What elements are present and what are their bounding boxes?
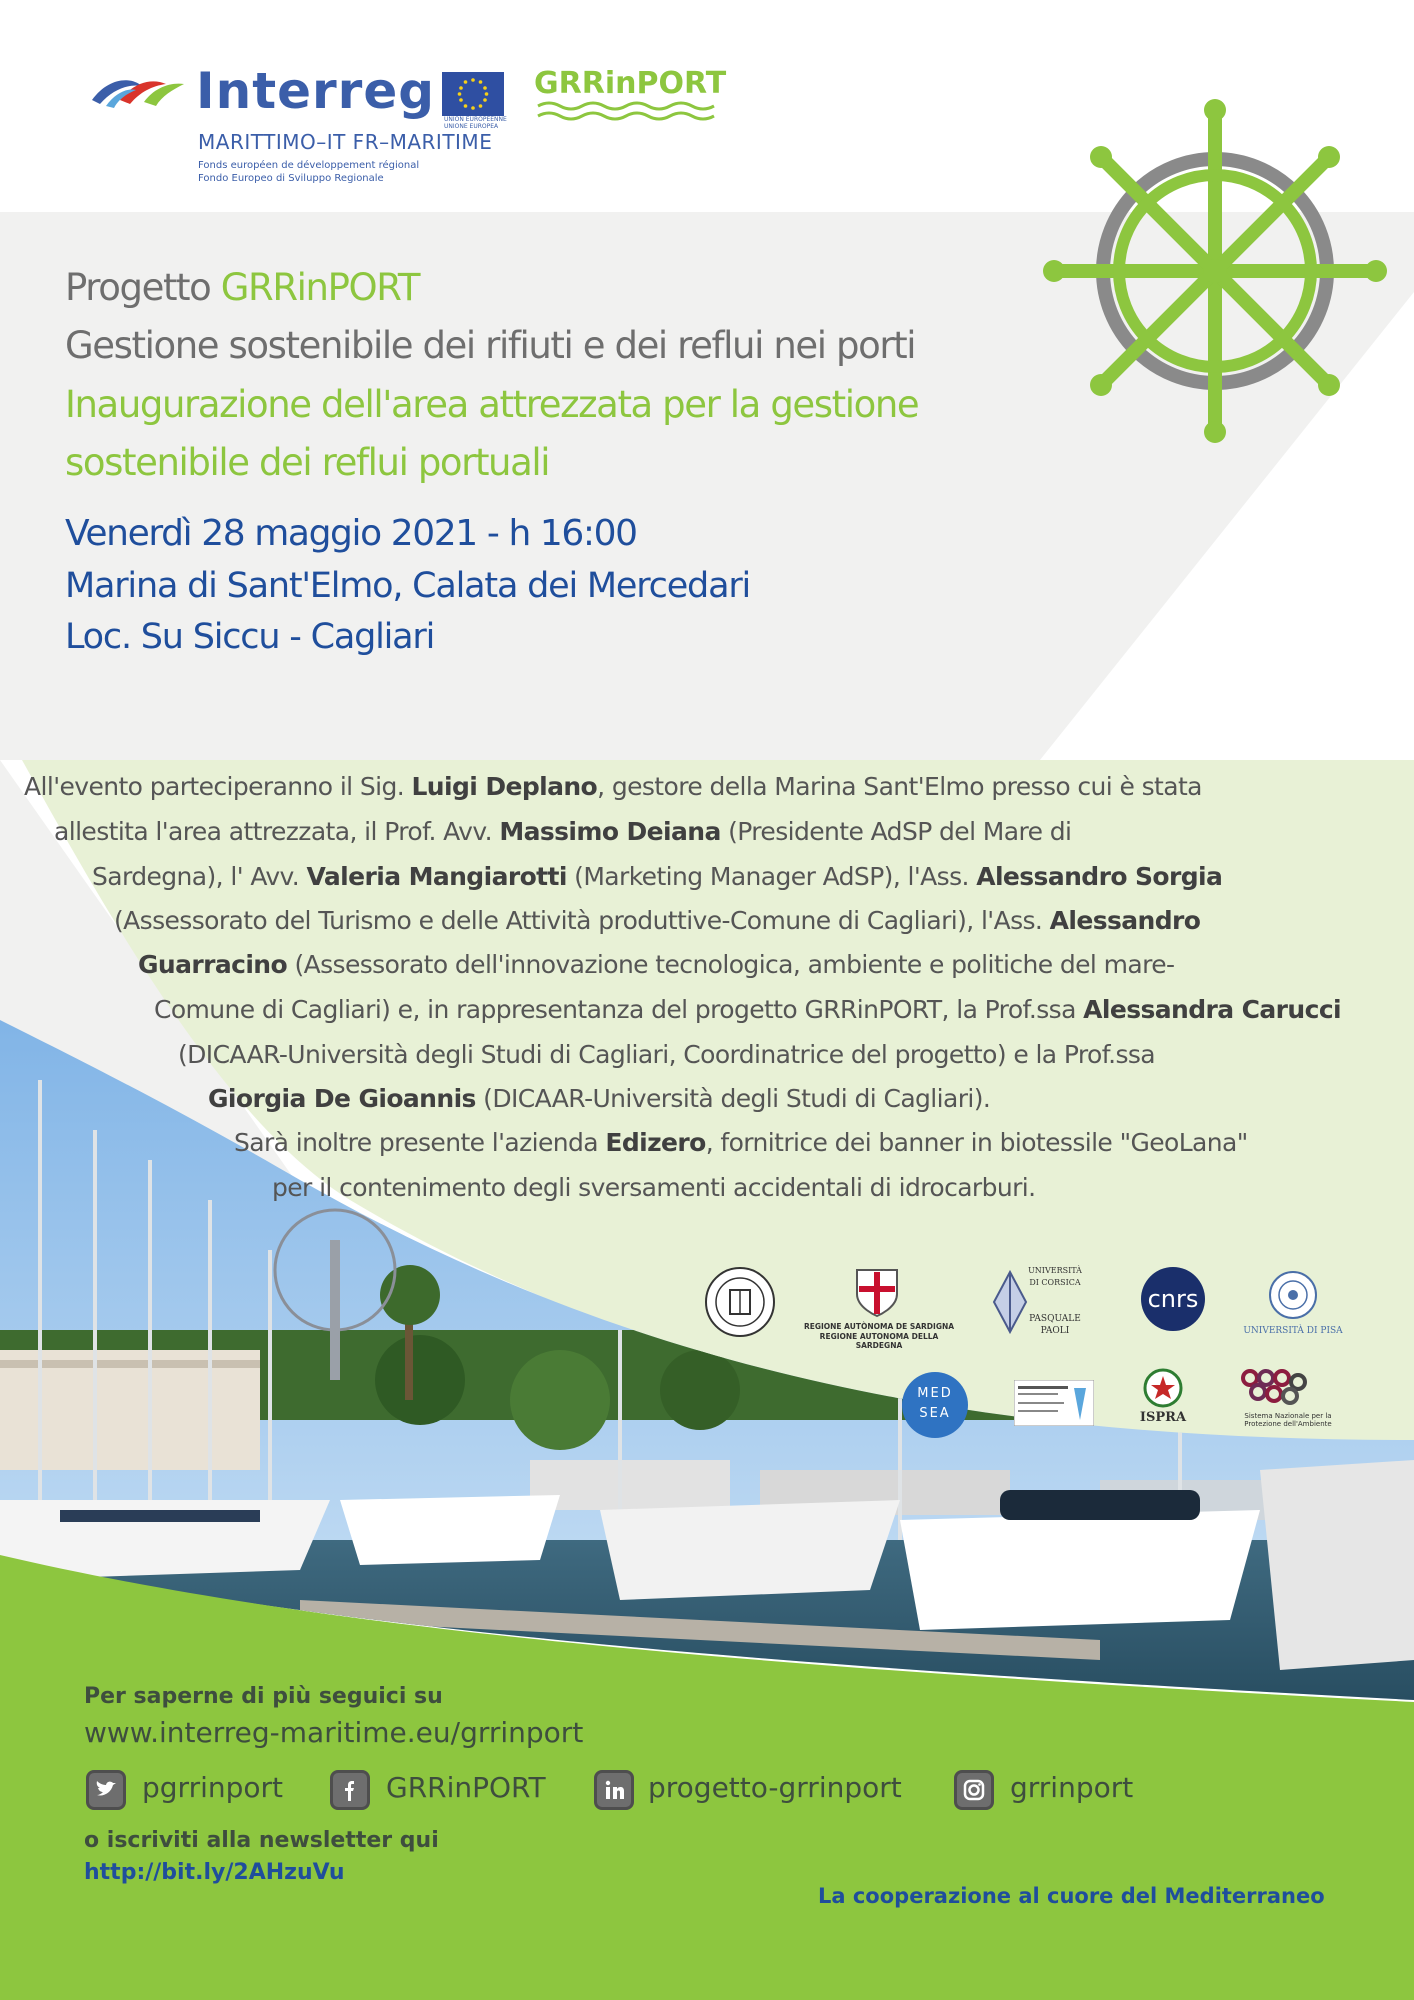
event-location-line-2: Loc. Su Siccu - Cagliari	[65, 617, 435, 657]
description-line	[138, 950, 1174, 979]
corsica-university-icon	[992, 1270, 1028, 1334]
cnrs-label: cnrs	[1147, 1285, 1199, 1313]
project-subtitle: Gestione sostenibile dei rifiuti e dei reflui nei porti	[65, 324, 916, 367]
instagram-handle[interactable]: grrinport	[1010, 1771, 1134, 1804]
project-name: GRRinPORT	[220, 266, 420, 309]
corsica-line-3: PASQUALE	[1029, 1314, 1081, 1324]
website-link[interactable]: www.interreg-maritime.eu/grrinport	[84, 1716, 584, 1749]
description-text: per il contenimento degli sversamenti accidentali di idrocarburi.	[272, 1173, 1036, 1202]
follow-heading: Per saperne di più seguici su	[84, 1684, 443, 1709]
twitter-handle[interactable]: pgrrinport	[142, 1771, 283, 1804]
description-text: , fornitrice dei banner in biotessile "GeoLana"	[705, 1128, 1248, 1157]
participant-name: Alessandro Sorgia	[976, 862, 1223, 891]
pisa-university-seal-icon	[1268, 1270, 1318, 1320]
description-text: (DICAAR-Università degli Studi di Cagliari, Coordinatrice del progetto) e la Prof.ssa	[178, 1040, 1156, 1069]
ispra-label: ISPRA	[1139, 1410, 1187, 1425]
participant-name: Edizero	[605, 1128, 706, 1157]
eu-flag-icon	[442, 72, 504, 116]
description-text: All'evento parteciperanno il Sig.	[24, 772, 412, 801]
corsica-collectivity-icon	[1014, 1380, 1094, 1426]
newsletter-heading: o iscriviti alla newsletter qui	[84, 1828, 439, 1853]
newsletter-link[interactable]: http://bit.ly/2AHzuVu	[84, 1860, 345, 1885]
italian-emblem-icon	[1143, 1368, 1183, 1408]
medsea-line-1: MED	[917, 1386, 953, 1401]
description-text: Sardegna), l' Avv.	[92, 862, 307, 891]
corsica-line-1: UNIVERSITÀ	[1028, 1266, 1082, 1275]
description-line	[24, 772, 1202, 801]
description-line	[178, 1040, 1155, 1069]
description-text: Sarà inoltre presente l'azienda	[234, 1128, 606, 1157]
waves-icon	[536, 100, 720, 122]
event-title-line-2: sostenibile dei reflui portuali	[65, 441, 550, 484]
eu-label: UNION EUROPÉENNE UNIONE EUROPEA	[444, 116, 507, 130]
sardinia-region-name-1: REGIONE AUTÒNOMA DE SARDIGNA	[803, 1322, 955, 1331]
ships-wheel-icon	[1040, 96, 1390, 446]
facebook-icon[interactable]	[330, 1770, 370, 1810]
event-location-line-1: Marina di Sant'Elmo, Calata dei Mercedari	[65, 566, 751, 606]
interreg-wordmark: Interreg	[196, 62, 436, 120]
facebook-handle[interactable]: GRRinPORT	[386, 1771, 546, 1804]
twitter-icon[interactable]	[86, 1770, 126, 1810]
participant-name: Alessandro	[1049, 906, 1201, 935]
participant-name: Luigi Deplano	[411, 772, 598, 801]
description-line	[272, 1173, 1036, 1202]
description-text: allestita l'area attrezzata, il Prof. Avv.	[54, 817, 500, 846]
snpa-logo-icon	[1240, 1368, 1312, 1412]
description-text: , gestore della Marina Sant'Elmo presso cui è stata	[597, 772, 1202, 801]
description-line	[154, 995, 1341, 1024]
linkedin-handle[interactable]: progetto-grrinport	[648, 1771, 902, 1804]
description-line	[92, 862, 1222, 891]
corsica-line-4: PAOLI	[1040, 1326, 1070, 1336]
description-line	[234, 1128, 1248, 1157]
project-prefix: Progetto	[65, 266, 221, 309]
interreg-swoosh-icon	[90, 70, 186, 110]
linkedin-icon[interactable]	[594, 1770, 634, 1810]
participant-name: Massimo Deiana	[499, 817, 721, 846]
grrinport-logo: GRRinPORT	[534, 66, 727, 101]
description-line	[114, 906, 1200, 935]
medsea-line-2: SEA	[919, 1406, 951, 1421]
description-text: (Marketing Manager AdSP), l'Ass.	[566, 862, 977, 891]
medsea-logo	[902, 1372, 968, 1438]
description-text: (DICAAR-Università degli Studi di Cagliari).	[475, 1084, 991, 1113]
sardinia-region-crest-icon	[852, 1266, 902, 1318]
snpa-label: Sistema Nazionale per la Protezione dell'Ambiente	[1244, 1412, 1332, 1428]
fund-name-it: Fondo Europeo di Sviluppo Regionale	[198, 173, 384, 184]
participant-name: Alessandra Carucci	[1083, 995, 1342, 1024]
sardinia-region-name-2: REGIONE AUTONOMA DELLA SARDEGNA	[819, 1332, 939, 1350]
description-line	[54, 817, 1071, 846]
participant-name: Valeria Mangiarotti	[306, 862, 567, 891]
event-title-line-1: Inaugurazione dell'area attrezzata per la gestione	[65, 383, 919, 426]
corsica-line-2: DI CORSICA	[1029, 1278, 1081, 1287]
cagliari-university-seal-icon	[704, 1266, 776, 1338]
description-text: (Assessorato del Turismo e delle Attività produttive-Comune di Cagliari), l'Ass.	[114, 906, 1050, 935]
description-text: (Assessorato dell'innovazione tecnologica, ambiente e politiche del mare-	[287, 950, 1175, 979]
pisa-university-name: UNIVERSITÀ DI PISA	[1243, 1326, 1343, 1336]
description-text: (Presidente AdSP del Mare di	[720, 817, 1072, 846]
project-title	[65, 266, 419, 309]
instagram-icon[interactable]	[954, 1770, 994, 1810]
description-line	[208, 1084, 990, 1113]
interreg-program-name: MARITTIMO–IT FR–MARITIME	[198, 130, 493, 154]
participant-name: Giorgia De Gioannis	[208, 1084, 476, 1113]
event-date-time: Venerdì 28 maggio 2021 - h 16:00	[65, 513, 637, 554]
tagline: La cooperazione al cuore del Mediterraneo	[818, 1884, 1325, 1908]
description-text: Comune di Cagliari) e, in rappresentanza del progetto GRRinPORT, la Prof.ssa	[154, 995, 1084, 1024]
fund-name-fr: Fonds européen de développement régional	[198, 160, 420, 171]
participant-name: Guarracino	[138, 950, 288, 979]
